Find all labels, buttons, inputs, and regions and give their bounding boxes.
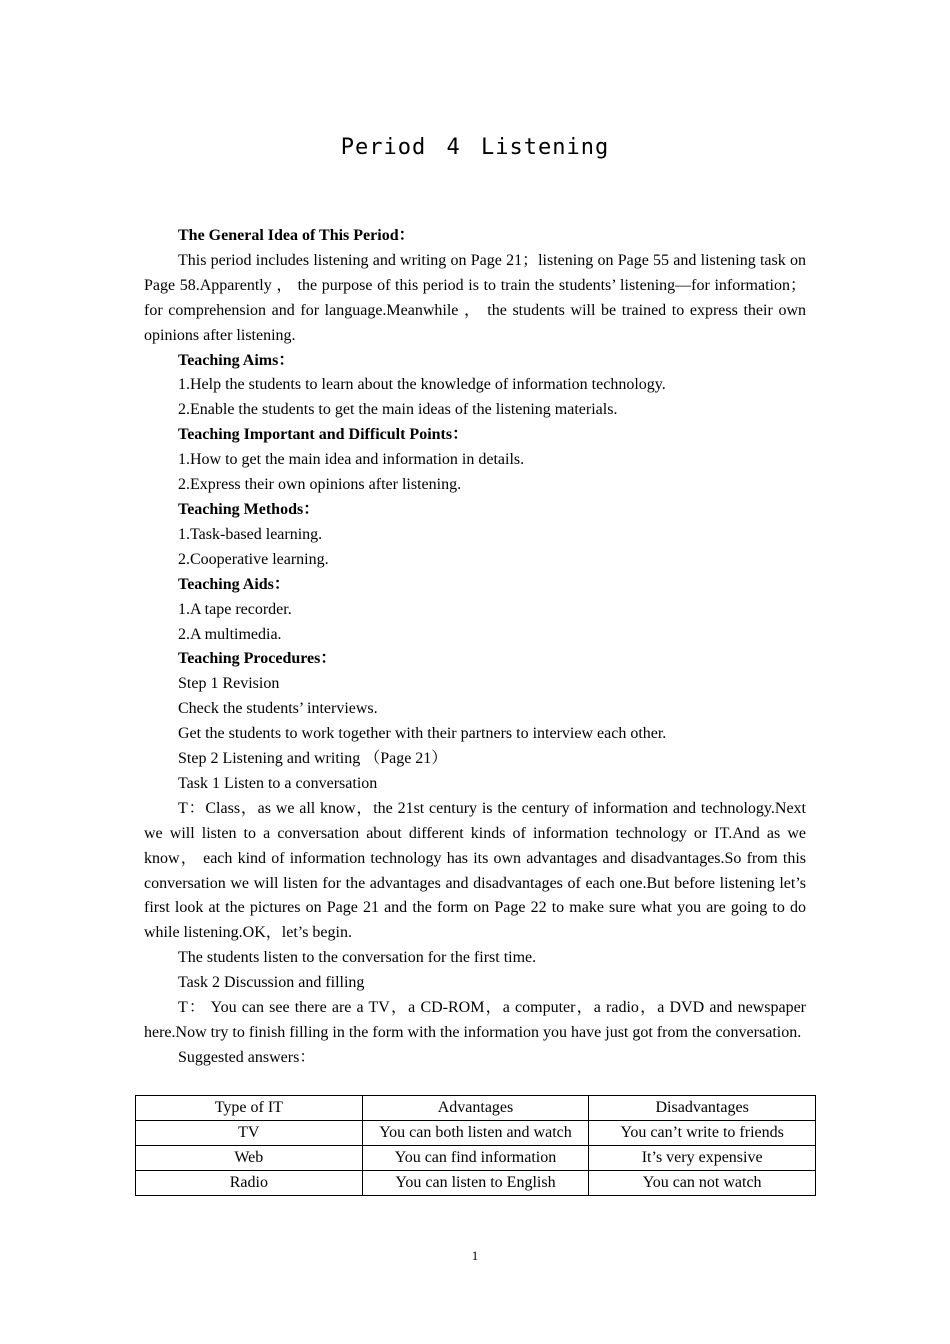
table-cell: Web <box>136 1146 363 1171</box>
aid-item: 2.A multimedia. <box>178 625 282 643</box>
document-body <box>144 224 806 1071</box>
procedure-line: Step 2 Listening and writing （Page 21） <box>178 750 448 768</box>
general-text: This period includes listening and writing on Page 21；listening on Page 55 and listening task on Page 58.Apparently ， the purpose of this period is to train the students’ listening—for information； for comprehension and for language.Meanwhile ， the students will be trained to express their own opinions after listening. <box>144 251 806 344</box>
suggested-answers-label: Suggested answers： <box>178 1048 316 1066</box>
task2-text: T： You can see there are a TV，a CD-ROM，a computer，a radio，a DVD and newspaper here.Now try to finish filling in the form with the information you have just got from the conversation. <box>144 999 806 1041</box>
table-header-row <box>136 1096 816 1121</box>
table-row <box>136 1146 816 1171</box>
table-row <box>136 1121 816 1146</box>
general-heading: The General Idea of This Period： <box>178 227 415 244</box>
table-header-cell: Type of IT <box>136 1096 363 1121</box>
table-cell: It’s very expensive <box>589 1146 816 1171</box>
table-cell: You can listen to English <box>362 1171 589 1196</box>
aid-item: 1.A tape recorder. <box>178 600 292 618</box>
answers-table <box>135 1095 816 1196</box>
procedure-line: Task 1 Listen to a conversation <box>178 774 378 792</box>
aim-item: 2.Enable the students to get the main ideas of the listening materials. <box>178 401 618 419</box>
points-heading: Teaching Important and Difficult Points： <box>178 426 469 444</box>
aims-heading: Teaching Aims： <box>178 351 295 369</box>
task2-heading: Task 2 Discussion and filling <box>178 974 365 992</box>
table-header-cell: Advantages <box>362 1096 589 1121</box>
point-item: 1.How to get the main idea and information in details. <box>178 451 525 469</box>
table-cell: You can find information <box>362 1146 589 1171</box>
aids-heading: Teaching Aids： <box>178 575 290 593</box>
table-cell: TV <box>136 1121 363 1146</box>
procedure-line: Step 1 Revision <box>178 675 280 693</box>
methods-heading: Teaching Methods： <box>178 500 320 518</box>
procedure-line: Check the students’ interviews. <box>178 700 378 718</box>
point-item: 2.Express their own opinions after listening. <box>178 476 462 494</box>
page-title: Period 4 Listening <box>340 135 610 160</box>
table-cell: You can not watch <box>589 1171 816 1196</box>
procedure-line: Get the students to work together with their partners to interview each other. <box>178 725 667 743</box>
table-cell: You can both listen and watch <box>362 1121 589 1146</box>
aim-item: 1.Help the students to learn about the knowledge of information technology. <box>178 376 666 394</box>
page-number: 1 <box>471 1248 479 1263</box>
table-row <box>136 1171 816 1196</box>
procedures-heading: Teaching Procedures： <box>178 650 337 668</box>
method-item: 2.Cooperative learning. <box>178 550 329 568</box>
task1-text: T：Class，as we all know，the 21st century is the century of information and technology.Next we will listen to a conversation about different kinds of information technology or IT.And as we know， each kind of information technology has its own advantages and disadvantages.So from this conversation we will listen for the advantages and disadvantages of each one.But before listening let’s first look at the pictures on Page 21 and the form on Page 22 to make sure what you are going to do while listening.OK，let’s begin. <box>144 799 807 942</box>
table-header-cell: Disadvantages <box>589 1096 816 1121</box>
method-item: 1.Task-based learning. <box>178 525 323 543</box>
table-cell: Radio <box>136 1171 363 1196</box>
table-cell: You can’t write to friends <box>589 1121 816 1146</box>
listen-first-line: The students listen to the conversation for the first time. <box>178 949 537 967</box>
